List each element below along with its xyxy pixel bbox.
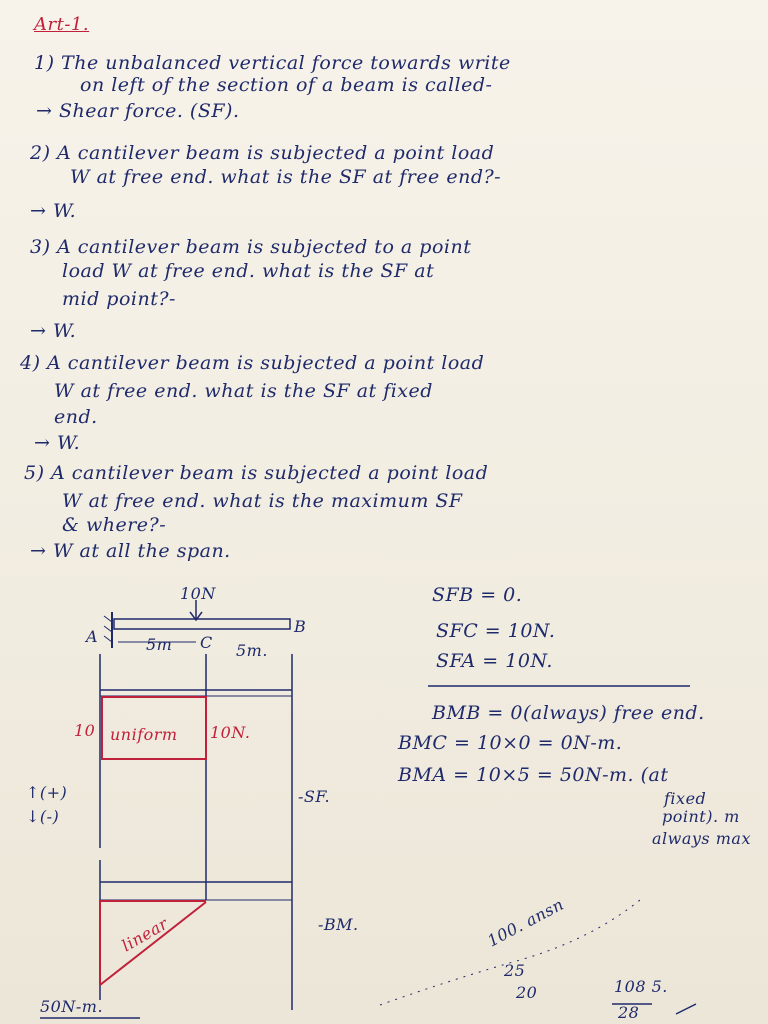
sign-negative: ↓(-) (26, 807, 60, 826)
sf-box-value: 10N. (210, 723, 251, 742)
q5-line-2: W at free end. what is the maximum SF (62, 490, 463, 512)
sf-uniform-label: uniform (110, 725, 178, 744)
bm-c: BMC = 10×0 = 0N-m. (398, 732, 623, 754)
q5-line-1: 5) A cantilever beam is subjected a point load (24, 462, 489, 484)
q5-line-3: & where?- (62, 514, 167, 536)
q2-line-2: W at free end. what is the SF at free end?- (70, 166, 502, 188)
span-cb-label: 5m. (236, 641, 268, 660)
point-a-label: A (86, 627, 99, 646)
sf-c: SFC = 10N. (436, 620, 556, 642)
bm-a-note-3: always max (652, 829, 751, 848)
sign-positive: ↑(+) (26, 783, 68, 802)
scribble-4: 108 5. (614, 977, 668, 996)
q4-line-1: 4) A cantilever beam is subjected a point load (20, 352, 485, 374)
bm-axis-label: -BM. (318, 915, 359, 934)
point-b-label: B (294, 617, 307, 636)
q4-line-2: W at free end. what is the SF at fixed (54, 380, 433, 402)
scribble-5: 28 (618, 1003, 640, 1022)
bm-a-note-2: point). m (662, 807, 740, 826)
page-title: Art-1. (34, 14, 90, 35)
sf-a: SFA = 10N. (436, 650, 553, 672)
q3-answer: → W. (30, 320, 77, 342)
scribble-1: 100. ansn (484, 894, 567, 951)
bm-linear-label: linear (118, 913, 172, 956)
q1-answer: → Shear force. (SF). (36, 100, 240, 122)
q3-line-3: mid point?- (62, 288, 176, 310)
bm-a: BMA = 10×5 = 50N-m. (at (398, 764, 669, 786)
sf-b: SFB = 0. (432, 584, 523, 606)
bm-linear-line (100, 902, 206, 985)
sf-value-label: 10 (74, 721, 96, 740)
q4-line-3: end. (54, 406, 98, 428)
q1-line-2: on left of the section of a beam is called- (80, 74, 493, 96)
load-label: 10N (180, 584, 216, 603)
q3-line-1: 3) A cantilever beam is subjected to a point (30, 236, 472, 258)
bm-a-note-1: fixed (664, 789, 707, 808)
q2-answer: → W. (30, 200, 77, 222)
scribble-3: 20 (516, 983, 538, 1002)
scribble-2: 25 (504, 961, 526, 980)
sf-axis-label: -SF. (298, 787, 331, 806)
bm-value-label: 50N-m. (40, 997, 104, 1016)
q2-line-1: 2) A cantilever beam is subjected a point load (30, 142, 495, 164)
scribble-dots (380, 900, 640, 1005)
span-ac-label: 5m (146, 635, 173, 654)
q1-line-1: 1) The unbalanced vertical force towards write (34, 52, 511, 74)
q5-answer: → W at all the span. (30, 540, 231, 562)
point-c-label: C (200, 633, 213, 652)
beam (114, 619, 290, 629)
q4-answer: → W. (34, 432, 81, 454)
bm-b: BMB = 0(always) free end. (432, 702, 705, 724)
q3-line-2: load W at free end. what is the SF at (62, 260, 435, 282)
